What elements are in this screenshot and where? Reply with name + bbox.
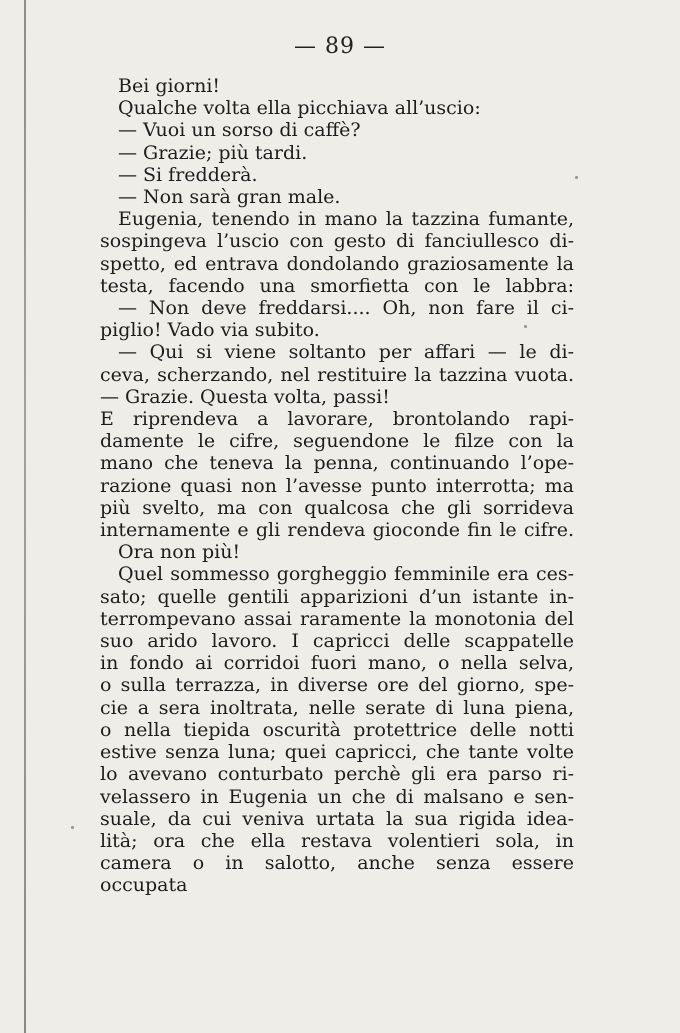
text-line: Quel sommesso gorgheggio femminile era ces- [118,563,574,586]
text-line: — Grazie; più tardi. [118,141,308,164]
text-line: o nella tiepida oscurità protettrice delle notti [100,718,574,741]
text-line: lo avevano conturbato perchè gli era parso ri- [100,763,574,786]
text-line: terrompevano assai raramente la monotonia del [100,607,574,630]
text-line: — Si fredderà. [118,163,258,186]
text-line: cie a sera inoltrata, nelle serate di luna piena, [100,696,574,719]
text-line: sato; quelle gentili apparizioni d’un istante in- [100,585,574,608]
text-line: spetto, ed entrava dondolando graziosamente la [100,252,574,275]
text-line: camera o in salotto, anche senza essere occupata [100,852,574,897]
text-line: suo arido lavoro. I capricci delle scappatelle [100,630,574,653]
text-line: E riprendeva a lavorare, brontolando rapi- [100,408,574,431]
text-line: suale, da cui veniva urtata la sua rigida idea- [100,807,574,830]
text-line: ceva, scherzando, nel restituire la tazzina vuota. [100,363,574,386]
text-line: sospingeva l’uscio con gesto di fanciullesco di- [100,230,574,253]
text-line: — Non sarà gran male. [118,186,341,209]
body-text [100,75,574,897]
page-number: — 89 — [294,34,386,59]
text-line: razione quasi non l’avesse punto interrotta; ma [100,474,574,497]
speck [575,176,578,179]
text-line: mano che teneva la penna, continuando l’ope- [100,452,574,475]
text-line: più svelto, ma con qualcosa che gli sorrideva [100,496,574,519]
text-line: Bei giorni! [118,75,221,97]
text-line: testa, facendo una smorfietta con le labbra: [100,274,574,297]
text-line: Eugenia, tenendo in mano la tazzina fumante, [118,208,574,231]
text-line: piglio! Vado via subito. [100,319,320,342]
page-spine-edge [24,0,26,1033]
text-line: lità; ora che ella restava volentieri sola, in [100,829,574,852]
text-line: o sulla terrazza, in diverse ore del giorno, spe- [100,674,574,697]
text-line: — Qui si viene soltanto per affari — le di- [118,341,574,364]
text-line: internamente e gli rendeva gioconde fin le cifre. [100,519,574,542]
text-line: Ora non più! [118,541,241,564]
text-line: estive senza luna; quei capricci, che tante volte [100,741,574,764]
text-line: velassero in Eugenia un che di malsano e sen- [100,785,574,808]
text-line: — Non deve freddarsi.... Oh, non fare il ci- [118,297,574,320]
text-line: — Grazie. Questa volta, passi! [100,385,390,408]
text-line: Qualche volta ella picchiava all’uscio: [118,97,481,120]
text-line: in fondo ai corridoi fuori mano, o nella selva, [100,652,574,675]
text-line: — Vuoi un sorso di caffè? [118,119,361,142]
speck [524,325,527,328]
text-line: damente le cifre, seguendone le filze con la [100,430,574,453]
speck [71,826,74,829]
